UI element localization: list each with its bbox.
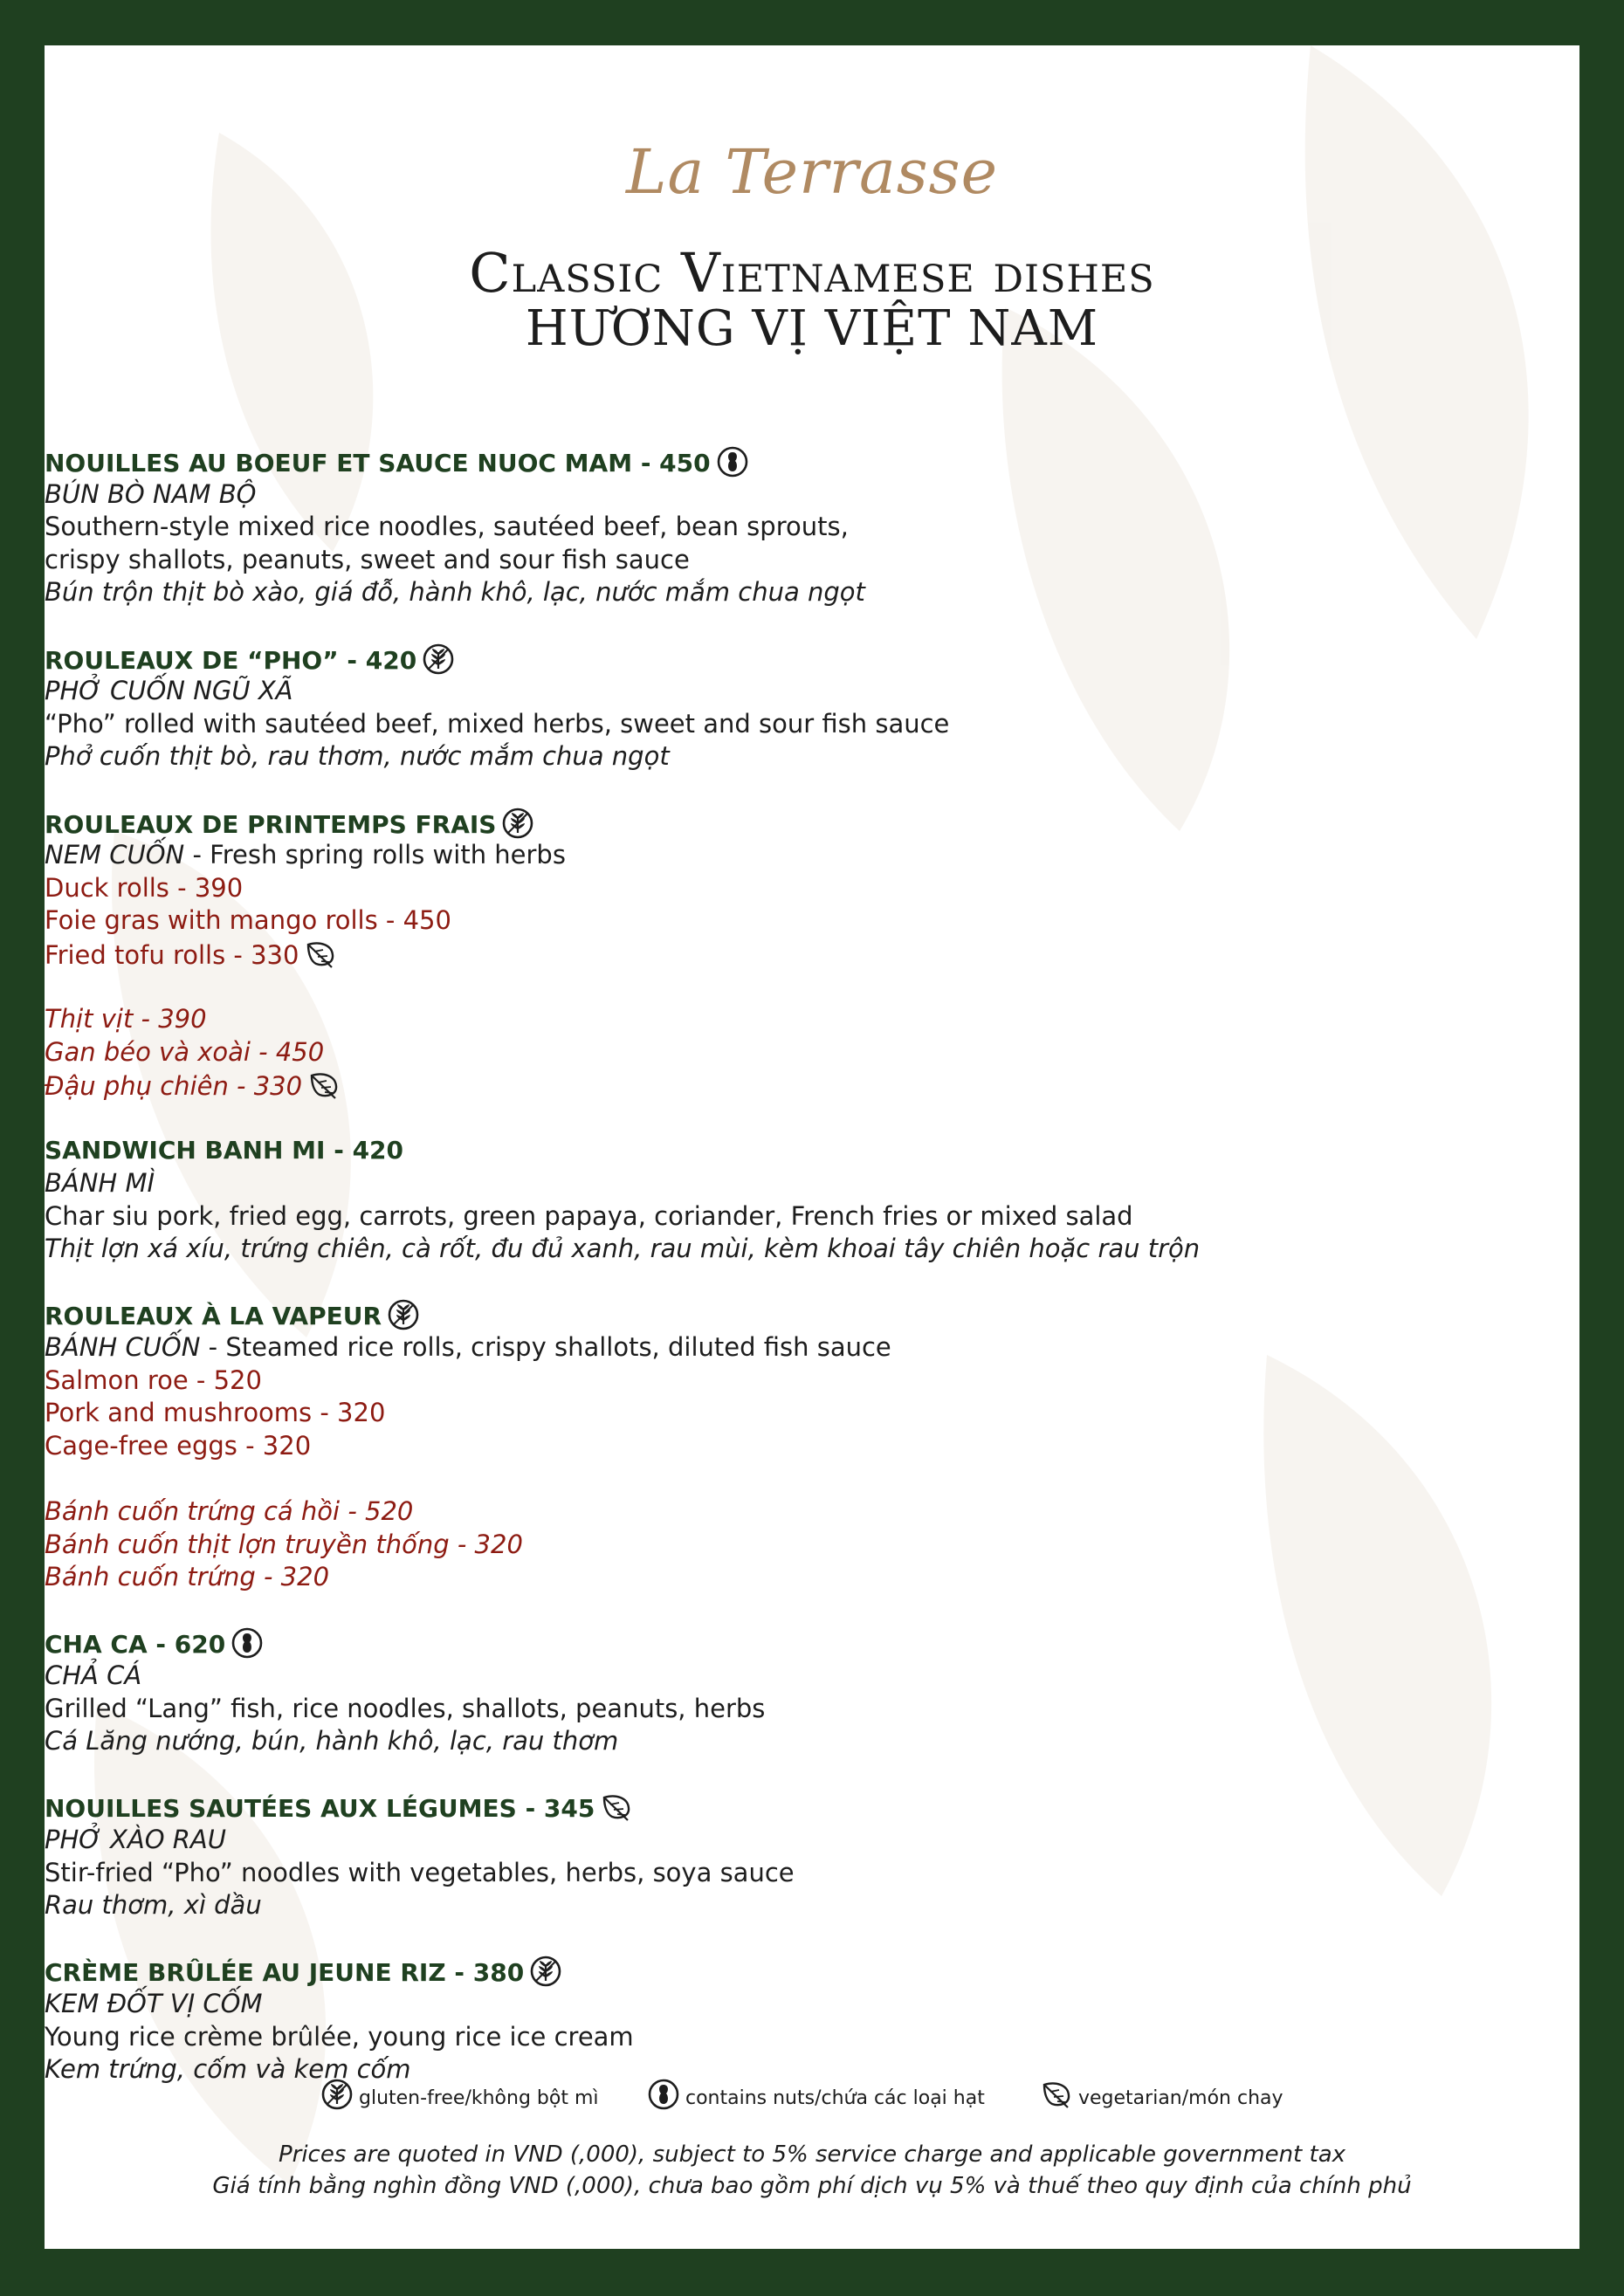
dish-variant-text: Pork and mushrooms - 320 [45, 1398, 386, 1428]
dish-description-vietnamese-text: Rau thơm, xì dầu [45, 1890, 262, 1921]
dish-vietnamese-name-text: BÚN BÒ NAM BỘ [45, 478, 257, 509]
dish-vietnamese-name-text: KEM ĐỐT VỊ CỐM [45, 1988, 263, 2018]
menu-title: Classic Vietnamese dishes [469, 241, 1155, 305]
dish-name [45, 1134, 1579, 1167]
dish-description-text: Char siu pork, fried egg, carrots, green papaya, coriander, French fries or mixed salad [45, 1200, 1133, 1231]
restaurant-logo: La Terrasse [625, 136, 999, 208]
dish-description-vietnamese-text: Phở cuốn thịt bò, rau thơm, nước mắm chua ngọt [45, 741, 670, 772]
dish-description-vietnamese [45, 1233, 1579, 1266]
dish-description-vietnamese [45, 576, 1579, 609]
dish-variant-text: Foie gras with mango rolls - 450 [45, 905, 451, 936]
gluten-free-icon [529, 1955, 562, 1988]
dish-name [45, 1955, 1579, 1988]
legend-item [1040, 2078, 1283, 2116]
dish-vietnamese-name: BÁNH CUỐN [45, 1332, 201, 1363]
gluten-free-icon [501, 807, 534, 840]
dish-vietnamese-name-text: BÁNH MÌ [45, 1168, 155, 1199]
dish-name [45, 807, 1579, 840]
price-note: Prices are quoted in VND (,000), subject to 5% service charge and applicable government tax [278, 2141, 1346, 2168]
dish-description [45, 511, 1579, 544]
dish-description-text: Southern-style mixed rice noodles, sautéed beef, bean sprouts, [45, 512, 849, 542]
dish-description [45, 1200, 1579, 1234]
dish-name [45, 1791, 1579, 1824]
dish-description: - Fresh spring rolls with herbs [184, 840, 566, 870]
dish-description-vietnamese-text: Bún trộn thịt bò xào, giá đỗ, hành khô, lạc, nước mắm chua ngọt [45, 577, 865, 608]
dish-description-vietnamese-text: Kem trứng, cốm và kem cốm [45, 2054, 411, 2085]
dish-vietnamese-name [45, 1988, 1579, 2021]
menu-title-vietnamese: HƯƠNG VỊ VIỆT NAM [525, 300, 1099, 357]
dish-variant-vietnamese [45, 1529, 1579, 1562]
legend-item [320, 2078, 598, 2116]
dish-variant-vietnamese [45, 1036, 1579, 1069]
dish-item [45, 445, 1579, 609]
dish-vietnamese-name [45, 1167, 1579, 1200]
dish-description-vietnamese-text: Thịt lợn xá xíu, trứng chiên, cà rốt, đu đủ xanh, rau mùi, kèm khoai tây chiên hoặc rau trộn [45, 1234, 1201, 1264]
dish-vietnamese-name [45, 478, 1579, 512]
dish-item [45, 1298, 1579, 1593]
legend-label: contains nuts/chứa các loại hạt [685, 2087, 985, 2109]
dish-description-vietnamese [45, 1889, 1579, 1922]
dish-item [45, 1791, 1579, 1921]
legend-label: vegetarian/món chay [1078, 2087, 1283, 2109]
legend-label: gluten-free/không bột mì [359, 2087, 599, 2109]
dish-variant-vietnamese-text: Thịt vịt - 390 [45, 1004, 207, 1035]
dish-item [45, 1626, 1579, 1757]
dish-variant-vietnamese [45, 1495, 1579, 1529]
dish-name-text: ROULEAUX DE “PHO” - 420 [45, 645, 417, 675]
gluten-free-icon [422, 643, 455, 676]
dish-variant-vietnamese-text: Đậu phụ chiên - 330 [45, 1071, 303, 1102]
dish-name-text: NOUILLES AU BOEUF ET SAUCE NUOC MAM - 450 [45, 449, 711, 478]
dish-variant-vietnamese [45, 1561, 1579, 1594]
menu-page [45, 45, 1579, 2249]
dish-description-text: crispy shallots, peanuts, sweet and sour fish sauce [45, 544, 690, 574]
dish-variant-text: Fried tofu rolls - 330 [45, 939, 299, 970]
vegetarian-icon [600, 1791, 633, 1824]
dish-item [45, 643, 1579, 773]
dish-description [45, 708, 1579, 741]
dish-variant-vietnamese-text: Bánh cuốn trứng cá hồi - 520 [45, 1496, 414, 1526]
dish-variant [45, 1430, 1579, 1463]
dish-name [45, 1298, 1579, 1331]
dish-variant [45, 938, 1579, 971]
price-note-vietnamese: Giá tính bằng nghìn đồng VND (,000), chưa bao gồm phí dịch vụ 5% và thuế theo quy định của chính phủ [212, 2173, 1412, 2199]
dish-description-text: Grilled “Lang” fish, rice noodles, shallots, peanuts, herbs [45, 1693, 766, 1723]
dish-name [45, 643, 1579, 676]
dish-variant-vietnamese-text: Bánh cuốn trứng - 320 [45, 1562, 330, 1592]
dish-name-text: NOUILLES SAUTÉES AUX LÉGUMES - 345 [45, 1794, 595, 1824]
dish-description-text: Young rice crème brûlée, young rice ice cream [45, 2021, 634, 2052]
dish-item [45, 807, 1579, 1102]
vegetarian-icon [307, 1069, 341, 1102]
dish-description [45, 1693, 1579, 1726]
dish-variant-vietnamese-text: Bánh cuốn thịt lợn truyền thống - 320 [45, 1529, 523, 1559]
gluten-free-icon [320, 2078, 354, 2111]
gluten-free-icon [387, 1298, 420, 1331]
dish-name-text: CHA CA - 620 [45, 1630, 226, 1660]
dish-variant [45, 904, 1579, 938]
dish-description-vietnamese [45, 1725, 1579, 1758]
dish-item [45, 1134, 1579, 1265]
legend-item [647, 2078, 985, 2116]
dish-variant-text: Salmon roe - 520 [45, 1365, 262, 1395]
dish-description-text: Stir-fried “Pho” noodles with vegetables, herbs, soya sauce [45, 1857, 795, 1887]
dish-variant-text: Duck rolls - 390 [45, 872, 244, 903]
dish-variant-vietnamese [45, 1003, 1579, 1036]
dish-name [45, 445, 1579, 478]
dish-vietnamese-name [45, 1660, 1579, 1693]
dish-list [45, 445, 1579, 2086]
dish-variant [45, 1365, 1579, 1398]
dish-name-text: ROULEAUX À LA VAPEUR [45, 1302, 382, 1331]
dish-description: - Steamed rice rolls, crispy shallots, diluted fish sauce [200, 1332, 891, 1363]
dish-name-text: SANDWICH BANH MI - 420 [45, 1136, 404, 1165]
dish-vietnamese-name: NEM CUỐN [45, 840, 185, 870]
dish-variant [45, 1397, 1579, 1430]
dish-name-text: CRÈME BRÛLÉE AU JEUNE RIZ - 380 [45, 1958, 525, 1988]
dish-variant-text: Cage-free eggs - 320 [45, 1430, 312, 1461]
dietary-legend [45, 2078, 1579, 2116]
dish-vietnamese-name-text: PHỞ XÀO RAU [45, 1824, 226, 1854]
dish-name [45, 1626, 1579, 1660]
dish-description-vietnamese [45, 740, 1579, 773]
dish-vietnamese-name [45, 1824, 1579, 1857]
nuts-icon [716, 445, 749, 478]
dish-item [45, 1955, 1579, 2086]
dish-subtitle [45, 839, 1579, 872]
dish-variant-vietnamese [45, 1069, 1579, 1102]
dish-variant-vietnamese-text: Gan béo và xoài - 450 [45, 1036, 325, 1067]
dish-name-text: ROULEAUX DE PRINTEMPS FRAIS [45, 809, 497, 839]
dish-description [45, 2021, 1579, 2054]
vegetarian-icon [1040, 2078, 1073, 2111]
nuts-icon [231, 1626, 264, 1660]
dish-description [45, 1857, 1579, 1890]
dish-subtitle [45, 1331, 1579, 1365]
dish-vietnamese-name-text: CHẢ CÁ [45, 1660, 142, 1690]
dish-description [45, 544, 1579, 577]
dish-vietnamese-name [45, 675, 1579, 708]
dish-description-text: “Pho” rolled with sautéed beef, mixed herbs, sweet and sour fish sauce [45, 708, 950, 739]
nuts-icon [647, 2078, 680, 2111]
vegetarian-icon [304, 938, 337, 971]
dish-description-vietnamese-text: Cá Lăng nướng, bún, hành khô, lạc, rau thơm [45, 1726, 619, 1756]
dish-vietnamese-name-text: PHỞ CUỐN NGŨ XÃ [45, 676, 293, 706]
dish-variant [45, 872, 1579, 905]
